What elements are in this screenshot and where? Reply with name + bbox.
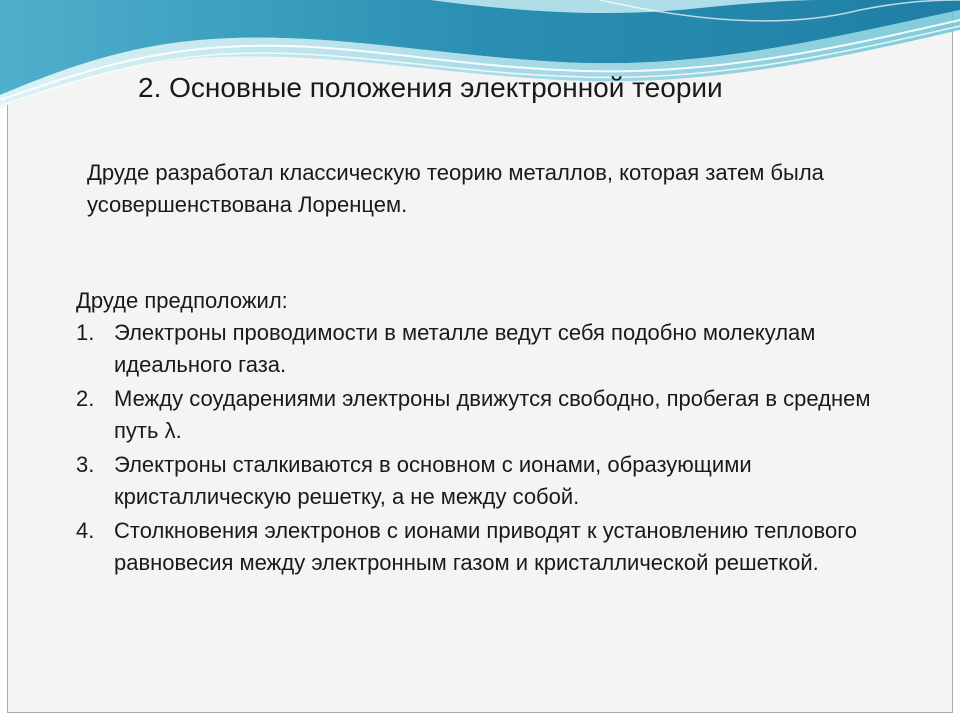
list-item: [76, 383, 876, 447]
list-item: [76, 515, 876, 579]
assumptions-list: [76, 317, 876, 581]
list-item-number: 3.: [76, 452, 95, 477]
slide-title: 2. Основные положения электронной теории: [138, 72, 723, 103]
list-item-number: 1.: [76, 320, 95, 345]
intro-paragraph: Друде разработал классическую теорию металлов, которая затем была усовершенствована Лоренцем.: [87, 160, 824, 217]
list-item: [76, 449, 876, 513]
list-item-number: 4.: [76, 518, 95, 543]
list-item-text: Между соударениями электроны движутся свободно, пробегая в среднем путь λ.: [114, 386, 871, 443]
assumptions-label: Друде предположил:: [76, 288, 288, 313]
list-item-number: 2.: [76, 386, 95, 411]
list-item-text: Столкновения электронов с ионами приводят к установлению теплового равновесия между электронным газом и кристаллической решеткой.: [114, 518, 857, 575]
list-item-text: Электроны сталкиваются в основном с ионами, образующими кристаллическую решетку, а не между собой.: [114, 452, 752, 509]
list-item-text: Электроны проводимости в металле ведут себя подобно молекулам идеального газа.: [114, 320, 816, 377]
wave-decoration: [0, 0, 960, 130]
list-item: [76, 317, 876, 381]
